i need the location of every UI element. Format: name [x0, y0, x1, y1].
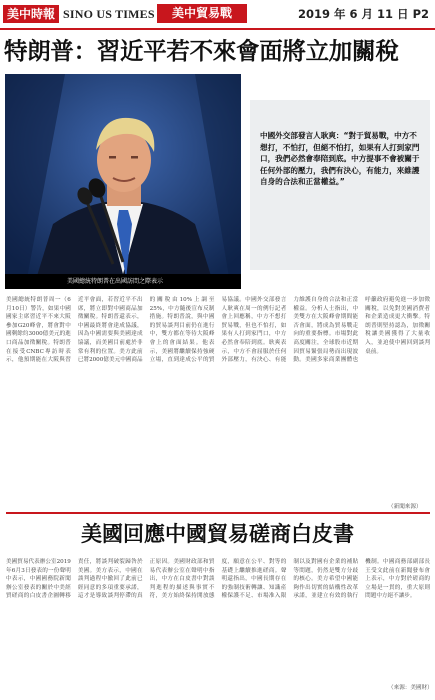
main-headline: 特朗普：習近平若不來會面將立加關稅: [4, 37, 399, 65]
date-and-page: 2019 年 6 月 11 日 P2: [298, 7, 429, 21]
section-divider-rule: [6, 512, 430, 514]
pull-quote-text: 中國外交部發言人耿爽：“對于貿易戰，中方不想打，不怕打，但絕不怕打，如果有人打到家門口，我們必然會奉陪到底。中方提事不會被關于任何外部的壓力，我們有決心，有能力，來維護自身的合法和正當權益。”: [260, 131, 420, 186]
masthead: [0, 0, 435, 28]
speaker-at-microphone-illustration: [5, 74, 241, 289]
article-byline: （新聞來源）: [388, 504, 422, 510]
article-body: 美國總統特朗普周一（6月10日）警告，如果中國國家主席習近平不來大阪參加G20峰會，將會對中國剩餘約3000億美元的進口商品加徵關稅。特朗普在接受CNBC專訪時表示，他預期能在大阪與習近平會面，若習近平不出席，將立即對中國商品加徵關稅。特朗普還表示，中國最終將會達成協議，因為中國需要與美國達成協議，而美國目前處於非常有利的位置。美方此前已將2000億美元中國商品的關稅由10%上調至25%，中方隨後宣布反制措施。特朗普說，與中國的貿易談判目前仍在進行中，雙方都在等待大阪峰會上的會面結果。他表示，美國將繼續保持強硬立場，直到達成公平的貿易協議。中國外交部發言人耿爽在周一的例行記者會上回應稱，中方不想打貿易戰，但也不怕打，如果有人打到家門口，中方必然會奉陪到底。耿爽表示，中方不會屈服於任何外部壓力，有決心、有能力維護自身的合法和正當權益。分析人士指出，中美雙方在大阪峰會期間能否會面，將成為貿易戰走向的重要指標。市場對此高度關注，全球股市近期因貿易緊張局勢而出現波動。美國多家商業團體也呼籲政府避免進一步加徵關稅，以免對美國消費者和企業造成更大衝擊。特朗普則堅持認為，加徵關稅讓美國獲得了大量收入，並迫使中國回到談判桌前。: [6, 297, 430, 364]
top-red-rule: [0, 28, 435, 30]
second-headline: 美國回應中國貿易磋商白皮書: [81, 522, 354, 546]
newspaper-logo: 美中時報: [3, 5, 59, 23]
pull-quote-box: [250, 100, 430, 270]
section-label: 美中貿易戰: [157, 4, 247, 23]
speaker-photo: [5, 74, 241, 289]
second-article-byline: （來源：美國財）: [388, 685, 433, 691]
paper-name-english: SINO US TIMES: [63, 7, 155, 21]
second-article-body: 美國貿易代表辦公室2019年6月3日發表的一份聲明中表示，中國國務院新聞辦公室發表的關於中美經貿磋商的白皮書企圖轉移責任，將談判破裂歸咎於美國。美方表示，中國在談判過程中撤回了此前已經同意的多項重要承諾，這才是導致談判停滯的真正原因。美國財政部和貿易代表辦公室在聲明中指出，中方在白皮書中對談判進程的描述與事實不符，美方始終保持開放態度，願意在公平、對等的基礎上繼續推進磋商。聲明還指出，中國長期存在的強制技術轉讓、知識產權保護不足、市場准入限制以及對國有企業的補貼等問題，仍然是雙方分歧的核心。美方希望中國能夠作出切實的結構性改革承諾，並建立有效的執行機制。中國商務部副部長王受文此前在新聞發布會上表示，中方對於磋商的立場是一貫的，重大原則問題中方絕不讓步。: [6, 559, 430, 600]
photo-caption: 美國總統特朗普在出國訪問之際表示: [5, 274, 241, 289]
